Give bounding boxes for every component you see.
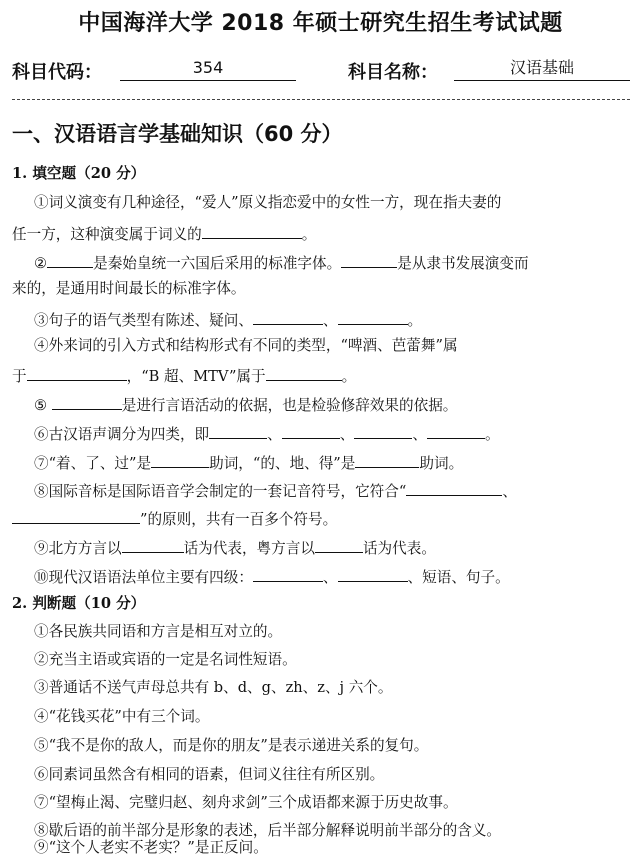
q1-line2: 任一方，这种演变属于词义的 。: [12, 222, 316, 242]
answer-blank: [341, 251, 397, 268]
section-title: 一、汉语语言学基础知识（60 分）: [12, 122, 343, 146]
answer-blank: [354, 422, 412, 439]
judgement-item: ②充当主语或宾语的一定是名词性短语。: [34, 651, 297, 668]
judgement-heading: 2. 判断题（10 分）: [12, 595, 146, 612]
exam-title: 中国海洋大学 2018 年硕士研究生招生考试试题: [78, 11, 563, 36]
dashed-divider: [12, 99, 630, 100]
judgement-item: ③普通话不送气声母总共有 b、d、g、zh、z、j 六个。: [34, 679, 393, 696]
q4-line2: 于 ，“B 超、MTV”属于 。: [12, 364, 356, 384]
answer-blank: [338, 308, 408, 325]
q7-line: ⑦“着、了、过”是 助词，“的、地、得”是 助词。: [34, 451, 463, 471]
judgement-item: ⑥同素词虽然含有相同的语素，但词义往往有所区别。: [34, 766, 385, 783]
answer-blank: [209, 422, 267, 439]
judgement-item: ⑤“我不是你的敌人，而是你的朋友”是表示递进关系的复句。: [34, 737, 429, 754]
q4-line1: ④外来词的引入方式和结构形式有不同的类型，“啤酒、芭蕾舞”属: [34, 337, 458, 354]
judgement-item: ⑦“望梅止渴、完璧归赵、刻舟求剑”三个成语都来源于历史故事。: [34, 794, 458, 811]
subject-name-value: 汉语基础: [454, 58, 630, 81]
answer-blank: [282, 422, 340, 439]
q10-line: ⑩现代汉语语法单位主要有四级： 、 、短语、句子。: [34, 565, 510, 585]
answer-blank: [122, 536, 184, 553]
answer-blank: [427, 422, 485, 439]
q8-line2: ”的原则，共有一百多个符号。: [12, 507, 337, 527]
q6-line: ⑥古汉语声调分为四类，即 、 、 、 。: [34, 422, 500, 442]
subject-name-label: 科目名称：: [348, 62, 438, 83]
q3-line: ③句子的语气类型有陈述、疑问、 、 。: [34, 308, 422, 328]
answer-blank: [12, 507, 140, 524]
q2-line2: 来的，是通用时间最长的标准字体。: [12, 280, 246, 297]
answer-blank: [52, 393, 122, 410]
subject-code-label: 科目代码：: [12, 62, 102, 83]
q1-line1: ①词义演变有几种途径，“爱人”原义指恋爱中的女性一方，现在指夫妻的: [34, 194, 502, 211]
q9-line: ⑨北方方言以 话为代表，粤方言以 话为代表。: [34, 536, 436, 556]
answer-blank: [47, 251, 93, 268]
answer-blank: [315, 536, 363, 553]
answer-blank: [253, 308, 323, 325]
judgement-item: ④“花钱买花”中有三个词。: [34, 708, 210, 725]
answer-blank: [27, 364, 127, 381]
answer-blank: [202, 222, 302, 239]
answer-blank: [355, 451, 419, 468]
subject-code-value: 354: [120, 58, 296, 81]
judgement-item: ①各民族共同语和方言是相互对立的。: [34, 623, 283, 640]
fill-blank-heading: 1. 填空题（20 分）: [12, 165, 146, 182]
answer-blank: [338, 565, 408, 582]
judgement-item: ⑨“这个人老实不老实？”是正反问。: [34, 839, 268, 856]
answer-blank: [253, 565, 323, 582]
answer-blank: [266, 364, 342, 381]
q5-line: ⑤ 是进行言语活动的依据，也是检验修辞效果的依据。: [34, 393, 457, 413]
q8-line1: ⑧国际音标是国际语音学会制定的一套记音符号，它符合“ 、: [34, 479, 517, 499]
answer-blank: [406, 479, 502, 496]
q2-line1: ② 是秦始皇统一六国后采用的标准字体。 是从隶书发展演变而: [34, 251, 529, 271]
answer-blank: [151, 451, 209, 468]
subject-info-row: [12, 58, 632, 84]
judgement-item: ⑧歇后语的前半部分是形象的表述，后半部分解释说明前半部分的含义。: [34, 822, 502, 839]
